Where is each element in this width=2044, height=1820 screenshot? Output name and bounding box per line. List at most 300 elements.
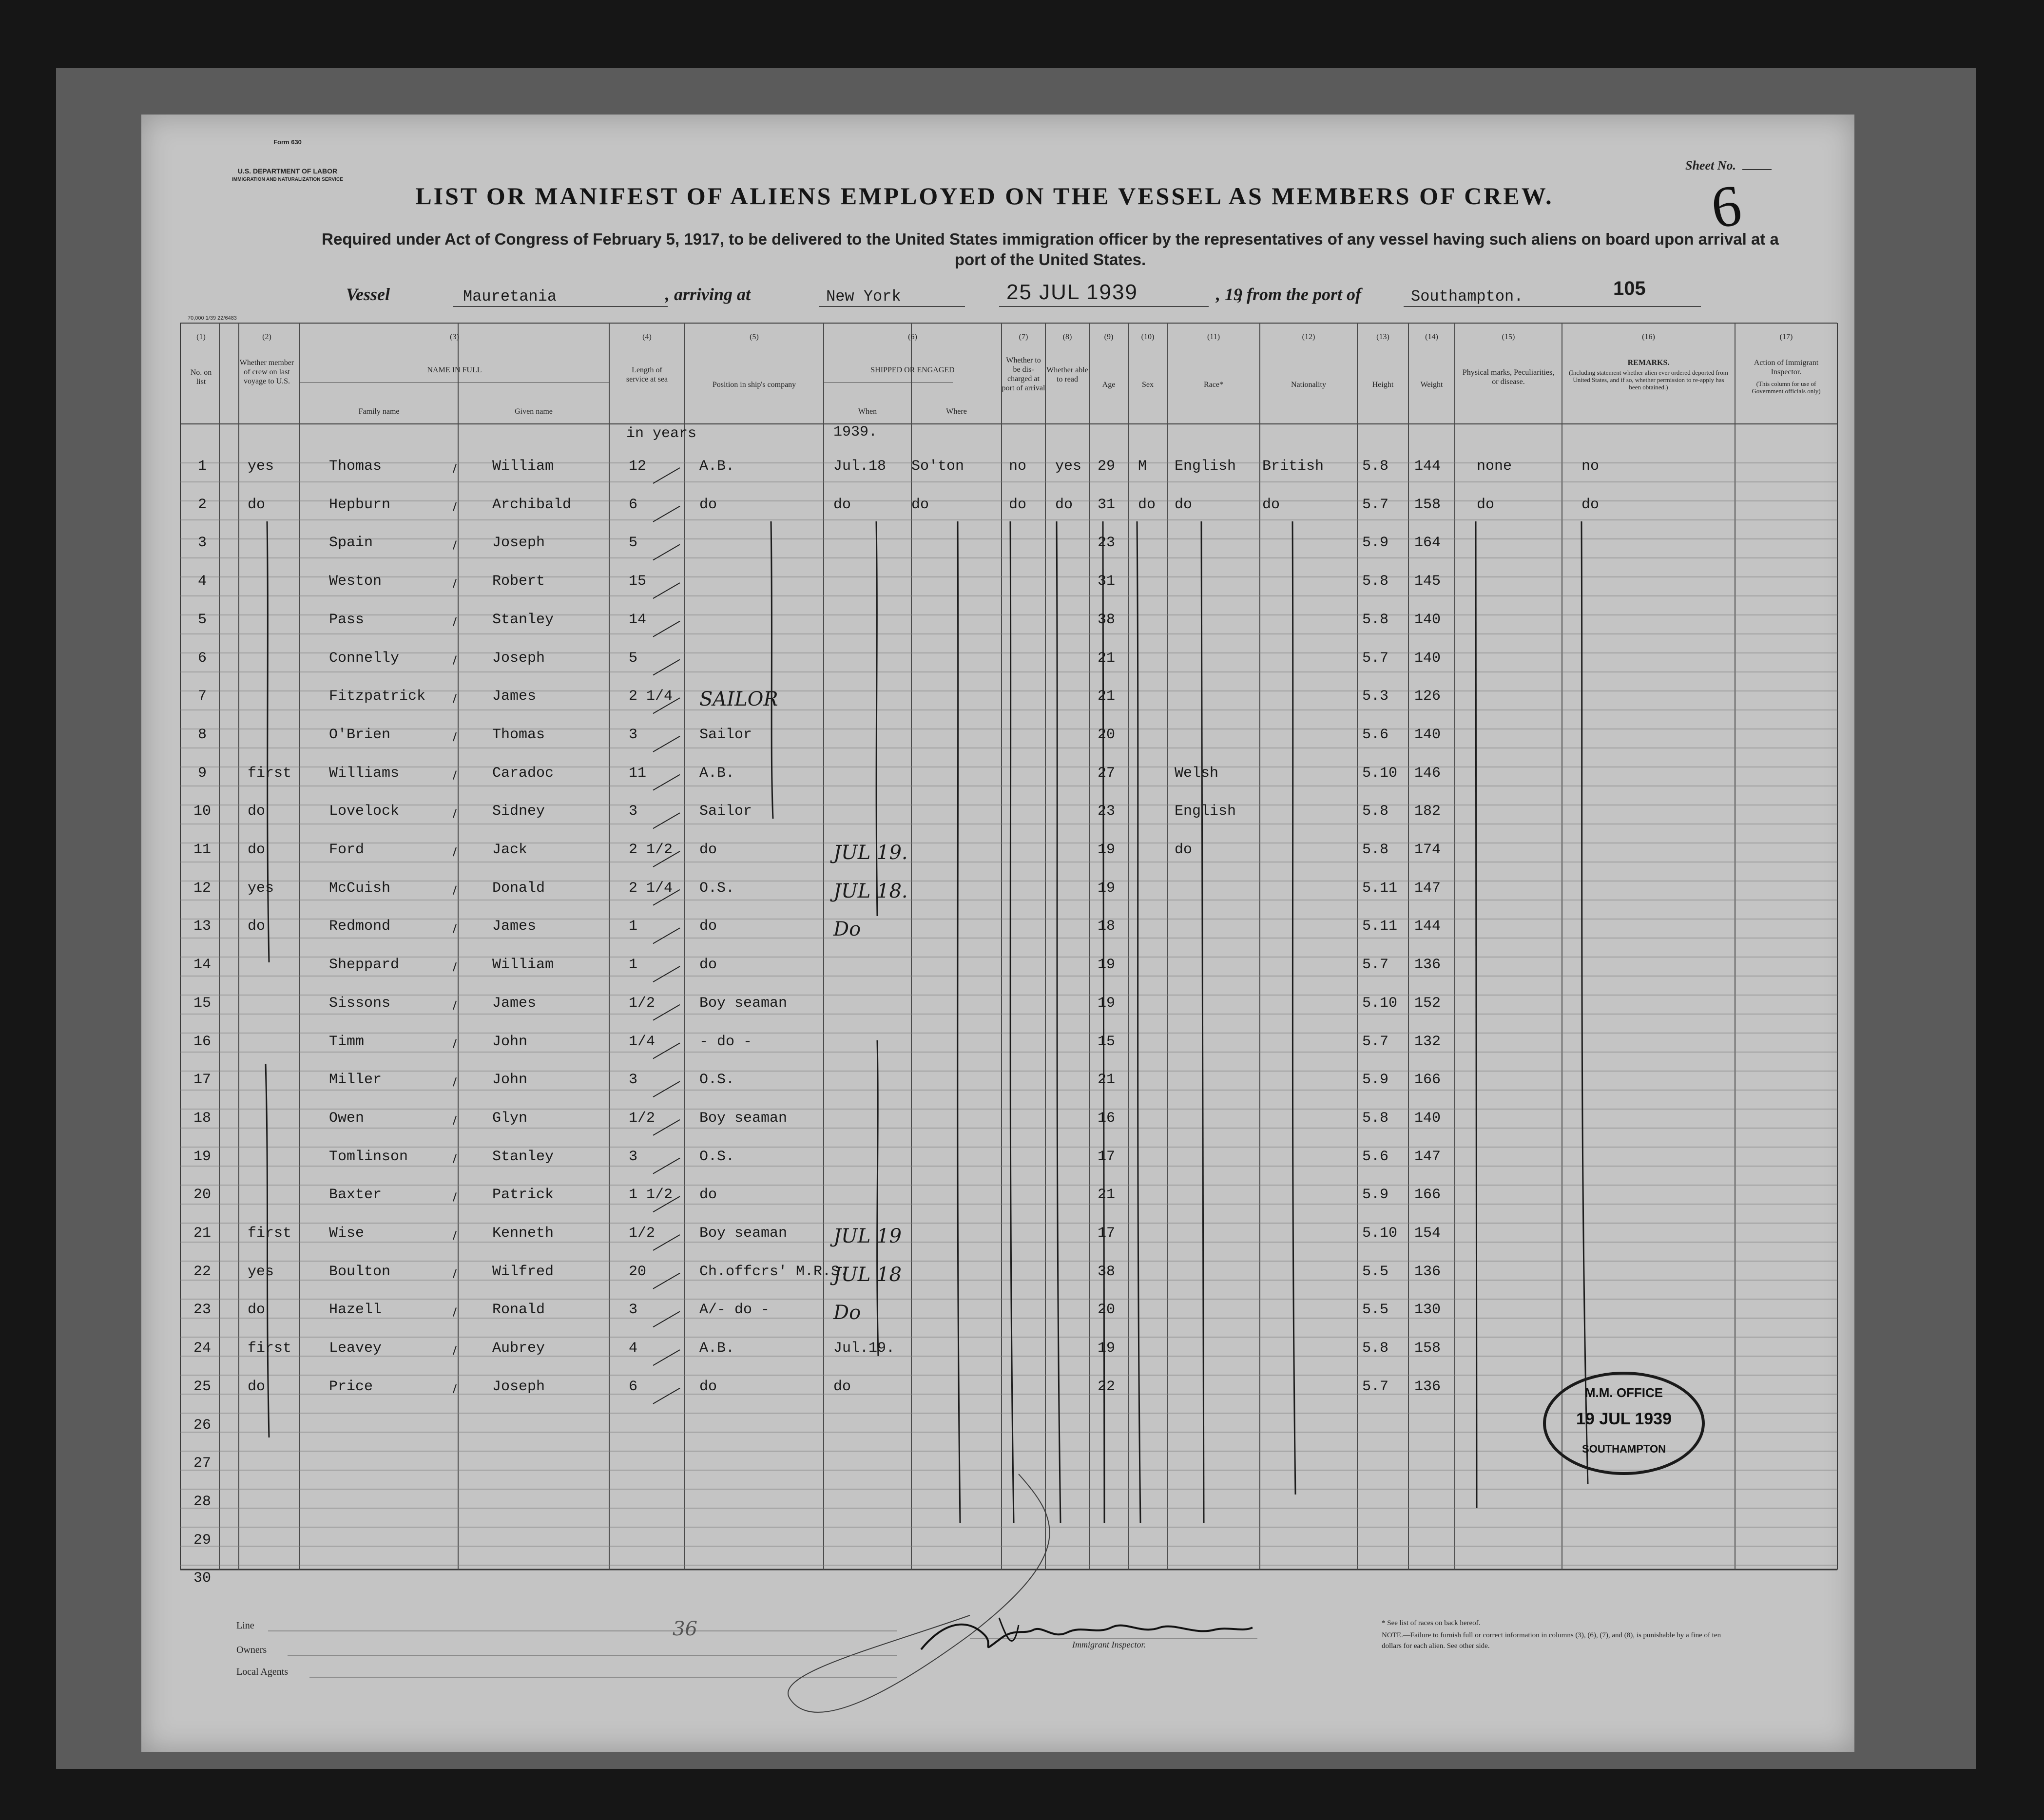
length-slash (653, 621, 680, 637)
col-num-15: (15) (1502, 333, 1515, 341)
col-num-10: (10) (1141, 333, 1155, 341)
given-name: William (492, 957, 554, 974)
col-num-4: (4) (642, 333, 652, 341)
weight: 166 (1414, 1072, 1441, 1089)
inspector-caption: Immigrant Inspector. (1072, 1640, 1146, 1649)
check-tick (453, 1192, 456, 1201)
age: 22 (1098, 1378, 1116, 1395)
given-name: Stanley (492, 611, 554, 628)
length-slash (653, 1120, 680, 1135)
row-number: 1 (197, 458, 207, 475)
department-name: U.S. DEPARTMENT OF LABOR (237, 167, 338, 175)
check-tick (453, 1231, 456, 1240)
col-num-1: (1) (196, 333, 206, 341)
service-length: 3 (629, 1072, 638, 1089)
col-head-name: NAME IN FULL (427, 366, 482, 374)
col-head-no: No. on list (190, 368, 212, 386)
departure-port: Southampton. (1411, 287, 1523, 306)
sex: M (1138, 458, 1147, 475)
stamp-bottom: SOUTHAMPTON (1582, 1443, 1666, 1455)
crew-member-flag: yes (248, 1263, 274, 1280)
ship-position: Boy seaman (699, 1225, 788, 1242)
given-name: John (492, 1033, 528, 1050)
weight: 136 (1414, 1263, 1441, 1280)
check-tick (453, 1001, 456, 1010)
check-tick (453, 656, 456, 665)
length-unit: in years (626, 425, 697, 442)
crew-member-flag: first (248, 765, 292, 782)
check-tick (453, 732, 456, 741)
row-number: 30 (193, 1570, 211, 1587)
crew-member-flag: first (248, 1225, 292, 1242)
col-head-action: Action of Immigrant Inspector. (1754, 359, 1819, 376)
service-length: 3 (629, 1302, 638, 1319)
ship-position: Ch.offcrs' M.R.S. (699, 1263, 849, 1280)
weight: 147 (1414, 880, 1441, 897)
ship-position: do (699, 842, 717, 858)
given-name: Joseph (492, 1378, 545, 1395)
remarks: no (1581, 458, 1600, 475)
arrival-port: New York (826, 287, 901, 306)
col-num-8: (8) (1062, 333, 1072, 341)
nationality: British (1262, 458, 1324, 475)
length-slash (653, 1350, 680, 1365)
row-number: 11 (193, 842, 211, 858)
row-number: 6 (197, 650, 207, 667)
height: 5.11 (1362, 918, 1398, 935)
nationality: do (1262, 496, 1280, 513)
pencil-note: 36 (673, 1618, 697, 1640)
crew-member-flag: yes (248, 880, 274, 897)
check-tick (453, 1346, 456, 1355)
length-slash (653, 1081, 680, 1097)
engaged-when: Jul.18 (833, 458, 887, 475)
ship-position: do (699, 957, 717, 974)
race: do (1175, 842, 1193, 858)
service-length: 1 (629, 918, 638, 935)
engaged-when: Do (833, 918, 861, 941)
col-head-position: Position in ship's company (712, 381, 796, 389)
col-num-16: (16) (1642, 333, 1655, 341)
row-number: 2 (197, 496, 207, 513)
given-name: Robert (492, 573, 545, 590)
crew-member-flag: do (248, 803, 266, 820)
height: 5.8 (1362, 842, 1389, 858)
sheet-number: 6 (1707, 172, 1745, 241)
row-number: 19 (193, 1148, 211, 1165)
weight: 147 (1414, 1148, 1441, 1165)
col-head-family: Family name (358, 407, 400, 416)
engaged-where: So'ton (911, 458, 964, 475)
family-name: Hepburn (329, 496, 391, 513)
row-number: 5 (197, 611, 207, 628)
family-name: Price (329, 1378, 373, 1395)
given-name: Ronald (492, 1302, 545, 1319)
col-head-remarks: REMARKS. (1627, 359, 1670, 367)
height: 5.7 (1362, 957, 1389, 974)
crew-member-flag: do (248, 918, 266, 935)
vessel-name: Mauretania (463, 287, 557, 306)
engaged-when: JUL 19 (833, 1225, 902, 1247)
race: English (1175, 803, 1236, 820)
check-tick (453, 579, 456, 588)
family-name: Pass (329, 611, 365, 628)
height: 5.6 (1362, 1148, 1389, 1165)
age: 38 (1098, 611, 1116, 628)
row-number: 24 (193, 1340, 211, 1357)
col-num-3: (3) (450, 333, 459, 341)
col-head-read: Whether able to read (1046, 366, 1088, 383)
ship-position: do (699, 1187, 717, 1204)
col-head-given: Given name (515, 407, 553, 416)
crew-member-flag: first (248, 1340, 292, 1357)
height: 5.9 (1362, 535, 1389, 552)
ship-position: A/- do - (699, 1302, 770, 1319)
col-num-5: (5) (750, 333, 759, 341)
family-name: Thomas (329, 458, 382, 475)
row-number: 20 (193, 1187, 211, 1204)
weight: 140 (1414, 1110, 1441, 1127)
ship-position: do (699, 496, 717, 513)
row-number: 26 (193, 1417, 211, 1434)
row-number: 23 (193, 1302, 211, 1319)
col-num-12: (12) (1302, 333, 1315, 341)
ship-position: Boy seaman (699, 1110, 788, 1127)
given-name: Caradoc (492, 765, 554, 782)
age: 19 (1098, 995, 1116, 1012)
family-name: Ford (329, 842, 365, 858)
length-slash (653, 468, 680, 483)
given-name: James (492, 918, 537, 935)
family-name: Baxter (329, 1187, 382, 1204)
weight: 152 (1414, 995, 1441, 1012)
check-tick (453, 694, 456, 703)
col-head-marks: Physical marks, Peculiarities, or disease. (1462, 368, 1555, 386)
ship-position: Boy seaman (699, 995, 788, 1012)
col-num-14: (14) (1425, 333, 1438, 341)
age: 23 (1098, 535, 1116, 552)
check-tick (453, 809, 456, 818)
stamp-date: 19 JUL 1939 (1576, 1410, 1672, 1428)
given-name: Sidney (492, 803, 545, 820)
row-number: 17 (193, 1072, 211, 1089)
physical-marks: do (1477, 496, 1495, 513)
col-head-race: Race* (1204, 381, 1223, 389)
height: 5.8 (1362, 1110, 1389, 1127)
sex: do (1138, 496, 1156, 513)
family-name: Timm (329, 1033, 365, 1050)
print-code: 70,000 1/39 22/6483 (188, 315, 237, 321)
service-length: 3 (629, 1148, 638, 1165)
check-tick (453, 1384, 456, 1393)
weight: 132 (1414, 1033, 1441, 1050)
weight: 146 (1414, 765, 1441, 782)
service-length: 1/2 (629, 1110, 656, 1127)
from-port-label: , from the port of (1238, 285, 1362, 304)
col-head-height: Height (1372, 381, 1394, 389)
height: 5.7 (1362, 1378, 1389, 1395)
height: 5.9 (1362, 1187, 1389, 1204)
given-name: Archibald (492, 496, 572, 513)
col-num-7: (7) (1019, 333, 1028, 341)
family-name: Owen (329, 1110, 365, 1127)
length-slash (653, 928, 680, 943)
check-tick (453, 502, 456, 511)
weight: 166 (1414, 1187, 1441, 1204)
age: 20 (1098, 726, 1116, 743)
height: 5.7 (1362, 650, 1389, 667)
crew-member-flag: do (248, 1378, 266, 1395)
service-length: 14 (629, 611, 647, 628)
check-tick (453, 771, 456, 780)
service-length: 1/2 (629, 995, 656, 1012)
family-name: Hazell (329, 1302, 382, 1319)
owners-label: Owners (236, 1645, 267, 1655)
age: 31 (1098, 573, 1116, 590)
given-name: Joseph (492, 650, 545, 667)
ship-position: Sailor (699, 803, 752, 820)
service-length: 2 1/2 (629, 842, 673, 858)
service-length: 6 (629, 1378, 638, 1395)
height: 5.10 (1362, 995, 1398, 1012)
age: 21 (1098, 1187, 1116, 1204)
row-number: 27 (193, 1455, 211, 1472)
check-tick (453, 1154, 456, 1163)
col-num-11: (11) (1207, 333, 1220, 341)
engaged-where: do (911, 496, 929, 513)
year-label: , 19 (1216, 285, 1242, 304)
length-slash (653, 736, 680, 752)
alien-count: 105 (1613, 278, 1646, 299)
age: 29 (1098, 458, 1116, 475)
given-name: James (492, 995, 537, 1012)
age: 17 (1098, 1148, 1116, 1165)
discharge-flag: do (1009, 496, 1027, 513)
service-name: IMMIGRATION AND NATURALIZATION SERVICE (232, 177, 343, 182)
weight: 130 (1414, 1302, 1441, 1319)
ship-position: do (699, 918, 717, 935)
height: 5.10 (1362, 1225, 1398, 1242)
engaged-when: JUL 18. (833, 880, 908, 902)
height: 5.7 (1362, 1033, 1389, 1050)
age: 23 (1098, 803, 1116, 820)
sheet-label: Sheet No. (1685, 158, 1736, 172)
family-name: Williams (329, 765, 400, 782)
length-slash (653, 1043, 680, 1059)
race: English (1175, 458, 1236, 475)
age: 19 (1098, 957, 1116, 974)
engaged-when: Do (833, 1302, 861, 1324)
line-label: Line (236, 1620, 254, 1631)
service-length: 12 (629, 458, 647, 475)
weight: 126 (1414, 688, 1441, 705)
age: 21 (1098, 1072, 1116, 1089)
check-tick (453, 847, 456, 856)
ship-position: O.S. (699, 1148, 735, 1165)
given-name: Glyn (492, 1110, 528, 1127)
col-head-weight: Weight (1420, 381, 1443, 389)
ship-position: SAILOR (699, 688, 778, 711)
family-name: Fitzpatrick (329, 688, 426, 705)
given-name: Joseph (492, 535, 545, 552)
family-name: Leavey (329, 1340, 382, 1357)
row-number: 4 (197, 573, 207, 590)
arriving-label: , arriving at (665, 285, 751, 304)
given-name: Donald (492, 880, 545, 897)
row-number: 13 (193, 918, 211, 935)
weight: 136 (1414, 957, 1441, 974)
check-tick (453, 924, 456, 933)
family-name: Weston (329, 573, 382, 590)
weight: 136 (1414, 1378, 1441, 1395)
length-slash (653, 660, 680, 675)
height: 5.5 (1362, 1263, 1389, 1280)
given-name: William (492, 458, 554, 475)
service-length: 11 (629, 765, 647, 782)
remarks: do (1581, 496, 1600, 513)
ship-position: O.S. (699, 1072, 735, 1089)
given-name: John (492, 1072, 528, 1089)
vessel-label: Vessel (346, 285, 390, 304)
family-name: Tomlinson (329, 1148, 408, 1165)
length-slash (653, 1388, 680, 1404)
given-name: Patrick (492, 1187, 554, 1204)
crew-member-flag: do (248, 842, 266, 858)
family-name: Spain (329, 535, 373, 552)
service-length: 1/2 (629, 1225, 656, 1242)
age: 19 (1098, 842, 1116, 858)
engaged-when: Jul.19. (833, 1340, 895, 1357)
age: 31 (1098, 496, 1116, 513)
col-head-where: Where (946, 407, 967, 416)
col-head-length: Length of service at sea (626, 366, 668, 383)
age: 21 (1098, 650, 1116, 667)
length-slash (653, 1311, 680, 1327)
row-number: 16 (193, 1033, 211, 1050)
service-length: 5 (629, 535, 638, 552)
engaged-when: JUL 18 (833, 1263, 902, 1286)
height: 5.8 (1362, 803, 1389, 820)
col-head-shipped: SHIPPED OR ENGAGED (870, 366, 955, 374)
height: 5.8 (1362, 458, 1389, 475)
ship-position: Sailor (699, 726, 752, 743)
race-note: * See list of races on back hereof. (1382, 1619, 1481, 1627)
year-note: 1939. (833, 424, 878, 441)
height: 5.8 (1362, 1340, 1389, 1357)
row-number: 10 (193, 803, 211, 820)
given-name: Kenneth (492, 1225, 554, 1242)
family-name: Lovelock (329, 803, 400, 820)
height: 5.8 (1362, 573, 1389, 590)
age: 27 (1098, 765, 1116, 782)
ship-position: A.B. (699, 1340, 735, 1357)
engaged-when: do (833, 496, 851, 513)
col-head-when: When (858, 407, 877, 416)
service-length: 6 (629, 496, 638, 513)
col-num-13: (13) (1376, 333, 1389, 341)
age: 18 (1098, 918, 1116, 935)
height: 5.5 (1362, 1302, 1389, 1319)
check-tick (453, 1269, 456, 1278)
service-length: 2 1/4 (629, 880, 673, 897)
height: 5.6 (1362, 726, 1389, 743)
ship-position: - do - (699, 1033, 752, 1050)
col-num-9: (9) (1104, 333, 1114, 341)
check-tick (453, 617, 456, 626)
length-slash (653, 506, 680, 522)
height: 5.7 (1362, 496, 1389, 513)
given-name: Stanley (492, 1148, 554, 1165)
age: 16 (1098, 1110, 1116, 1127)
row-number: 28 (193, 1493, 211, 1510)
age: 17 (1098, 1225, 1116, 1242)
check-tick (453, 1039, 456, 1048)
weight: 182 (1414, 803, 1441, 820)
height: 5.10 (1362, 765, 1398, 782)
height: 5.9 (1362, 1072, 1389, 1089)
service-length: 1 (629, 957, 638, 974)
length-slash (653, 1273, 680, 1289)
length-slash (653, 1005, 680, 1020)
length-slash (653, 775, 680, 790)
service-length: 3 (629, 803, 638, 820)
engaged-when: do (833, 1378, 851, 1395)
weight: 140 (1414, 650, 1441, 667)
crew-member-flag: yes (248, 458, 274, 475)
age: 20 (1098, 1302, 1116, 1319)
family-name: Sheppard (329, 957, 400, 974)
age: 19 (1098, 1340, 1116, 1357)
service-length: 1/4 (629, 1033, 656, 1050)
service-length: 5 (629, 650, 638, 667)
col-head-nationality: Nationality (1291, 381, 1326, 389)
given-name: Jack (492, 842, 528, 858)
ship-position: do (699, 1378, 717, 1395)
age: 15 (1098, 1033, 1116, 1050)
row-number: 25 (193, 1378, 211, 1395)
given-name: Aubrey (492, 1340, 545, 1357)
col-head-sex: Sex (1142, 381, 1154, 389)
height: 5.11 (1362, 880, 1398, 897)
check-tick (453, 1077, 456, 1086)
age: 21 (1098, 688, 1116, 705)
row-number: 7 (197, 688, 207, 705)
service-length: 3 (629, 726, 638, 743)
col-num-2: (2) (262, 333, 271, 341)
length-slash (653, 966, 680, 982)
weight: 158 (1414, 1340, 1441, 1357)
family-name: Wise (329, 1225, 365, 1242)
agents-label: Local Agents (236, 1667, 289, 1677)
height: 5.3 (1362, 688, 1389, 705)
row-number: 12 (193, 880, 211, 897)
manifest-page (141, 115, 1854, 1752)
weight: 140 (1414, 726, 1441, 743)
row-number: 15 (193, 995, 211, 1012)
check-tick (453, 464, 456, 473)
ship-position: O.S. (699, 880, 735, 897)
weight: 154 (1414, 1225, 1441, 1242)
row-number: 3 (197, 535, 207, 552)
height: 5.8 (1362, 611, 1389, 628)
given-name: Wilfred (492, 1263, 554, 1280)
service-length: 1 1/2 (629, 1187, 673, 1204)
check-tick (453, 962, 456, 971)
family-name: Connelly (329, 650, 400, 667)
col-head-member: Whether member of crew on last voyage to U.S. (239, 359, 294, 385)
family-name: Miller (329, 1072, 382, 1089)
weight: 158 (1414, 496, 1441, 513)
